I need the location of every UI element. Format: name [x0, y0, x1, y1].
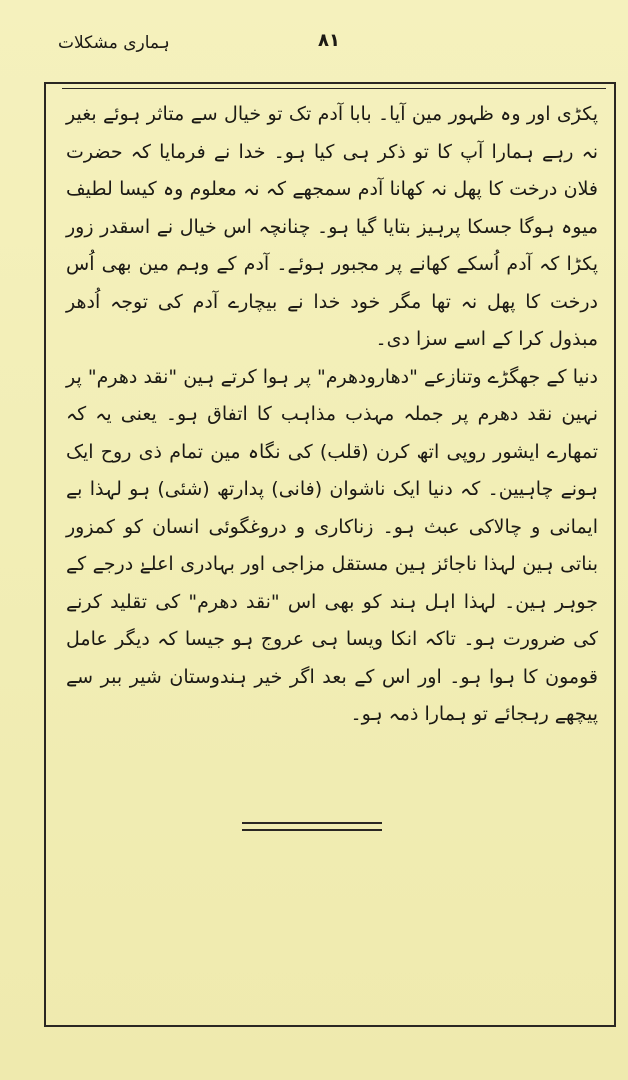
closing-rule-bottom [242, 829, 382, 831]
paragraph-1: پکڑی اور وہ ظہور مین آیا۔ بابا آدم تک تو خیال سے متاثر ہوئے بغیر نہ رہے ہمارا آپ کا تو ذکر ہی کیا ہو۔ خدا نے فرمایا کہ حضرت فلان درخت کا پھل نہ کھانا آدم سمجھے کہ نہ معلوم وہ کیسا لطیف میوہ ہوگا جسکا پرہیز بتایا گیا ہو۔ چنانچہ اس خیال نے اسقدر زور پکڑا کہ آدم اُسکے کھانے پر مجبور ہوئے۔ آدم کے وہم مین بھی اُس درخت کا پھل نہ تھا مگر خود خدا نے بیچارے آدم کی توجہ اُدھر مبذول کرا کے اسے سزا دی۔ [66, 103, 598, 350]
paragraph-2: دنیا کے جھگڑے وتنازعے "دھارودھرم" پر ہوا کرتے ہین "نقد دھرم" پر نہین نقد دھرم پر جملہ مہذب مذاہب کا اتفاق ہو۔ یعنی یہ کہ تمھارے ایشور روپی اتھ کرن (قلب) کی نگاہ مین تمام ذی روح ایک ہونے چاہیین۔ کہ دنیا ایک ناشوان (فانی) پدارتھ (شئی) ہو لہذا بے ایمانی و چالاکی عبث ہو۔ زناکاری و دروغگوئی انسان کو کمزور بناتی ہین لہذا ناجائز ہین مستقل مزاجی اور بہادری اعلےٰ درجے کے جوہر ہین۔ لہذا اہل ہند کو بھی اس "نقد دھرم" کی تقلید کرنے کی ضرورت ہو۔ تاکہ انکا ویسا ہی عروج ہو جیسا کہ دیگر عامل قومون کا ہوا ہو۔ اور اس کے بعد اگر خیر ہندوستان شیر ببر سے پیچھے رہجائے تو ہمارا ذمہ ہو۔ [66, 365, 598, 725]
running-title: ہماری مشکلات [58, 33, 170, 53]
page-border-top-line [62, 88, 606, 94]
body-text [66, 96, 598, 734]
closing-rule-top [242, 822, 382, 824]
page-number: ۸۱ [318, 30, 340, 51]
